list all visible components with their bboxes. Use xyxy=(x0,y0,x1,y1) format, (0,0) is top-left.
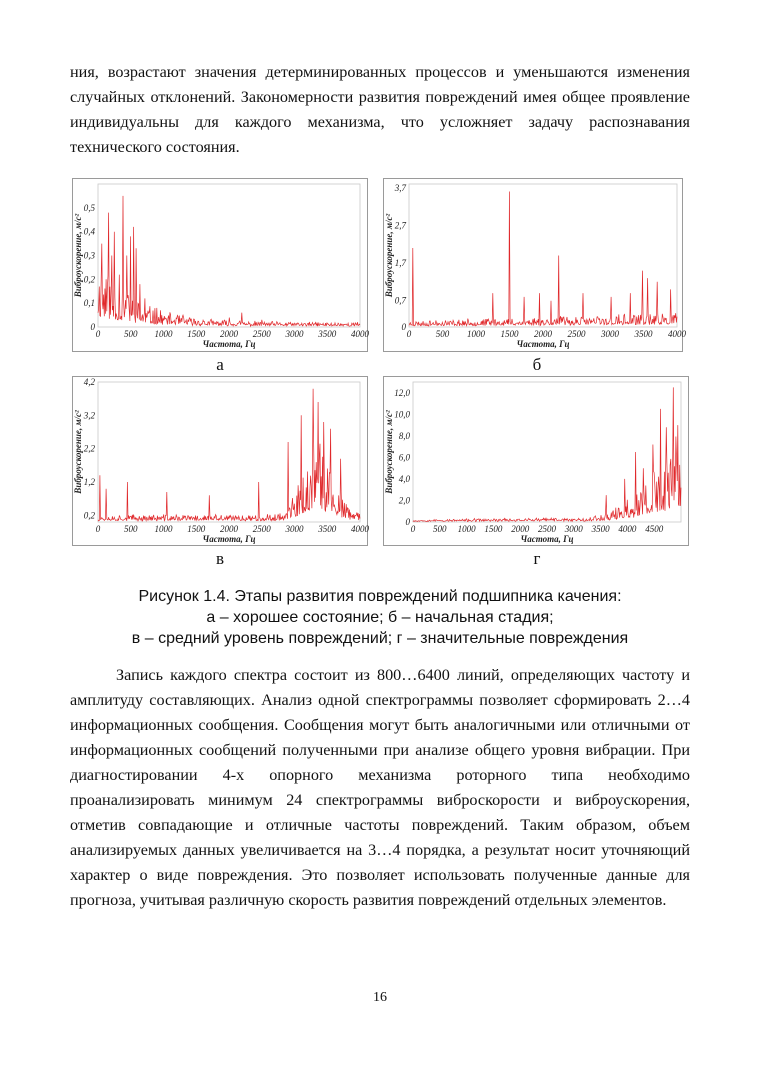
page-number: 16 xyxy=(373,990,387,1005)
x-tick-label: 2000 xyxy=(511,524,530,534)
y-tick-label: 1,2 xyxy=(83,477,95,487)
y-axis-label: Виброускорение, м/с² xyxy=(73,410,83,494)
x-tick-label: 3000 xyxy=(285,524,304,534)
x-tick-label: 0 xyxy=(410,524,416,534)
x-tick-label: 4000 xyxy=(668,329,686,339)
caption-line-3: в – средний уровень повреждений; г – значительные повреждения xyxy=(131,630,629,647)
y-tick-label: 0 xyxy=(405,517,410,527)
y-tick-label: 1,7 xyxy=(394,258,406,269)
x-tick-label: 0 xyxy=(95,329,101,339)
chart-a xyxy=(72,178,368,352)
x-tick-label: 2500 xyxy=(252,524,271,534)
y-tick-label: 4,0 xyxy=(398,473,410,484)
y-tick-label: 3,2 xyxy=(83,410,95,421)
figure-caption xyxy=(70,586,690,649)
panel-label-a: а xyxy=(216,355,224,374)
y-tick-label: 0,3 xyxy=(83,250,95,261)
panel-label-g: г xyxy=(533,549,541,568)
x-tick-label: 1500 xyxy=(187,524,206,534)
x-tick-label: 2000 xyxy=(534,329,552,339)
x-tick-label: 500 xyxy=(435,329,450,339)
chart-b xyxy=(383,178,686,352)
x-tick-label: 1000 xyxy=(457,524,476,534)
x-tick-label: 2500 xyxy=(567,329,586,339)
y-tick-label: 8,0 xyxy=(398,430,410,441)
plot-area xyxy=(98,184,360,327)
x-tick-label: 3000 xyxy=(285,329,304,339)
y-tick-label: 3,7 xyxy=(394,182,406,193)
y-tick-label: 0,1 xyxy=(83,298,95,309)
x-tick-label: 2500 xyxy=(252,329,271,339)
chart-v xyxy=(72,376,368,546)
y-tick-label: 0,5 xyxy=(83,202,95,213)
spectrum-chart-g xyxy=(383,376,689,546)
y-axis-label: Виброускорение, м/с² xyxy=(384,410,394,494)
y-tick-label: 6,0 xyxy=(398,452,410,463)
x-tick-label: 3000 xyxy=(564,524,583,534)
x-tick-label: 1000 xyxy=(154,329,173,339)
plot-area xyxy=(413,382,681,522)
x-axis-label: Частота, Гц xyxy=(516,339,570,349)
x-tick-label: 2000 xyxy=(220,524,238,534)
x-tick-label: 4000 xyxy=(618,524,637,534)
chart-g xyxy=(383,376,689,546)
x-tick-label: 0 xyxy=(406,329,412,339)
x-tick-label: 3500 xyxy=(591,524,610,534)
caption-line-2: а – хорошее состояние; б – начальная стадия; xyxy=(206,609,554,626)
y-tick-label: 0,2 xyxy=(83,510,95,521)
x-tick-label: 1500 xyxy=(484,524,503,534)
y-axis-label: Виброускорение, м/с² xyxy=(73,213,83,298)
x-tick-label: 3500 xyxy=(318,524,337,534)
x-tick-label: 2500 xyxy=(538,524,556,534)
y-tick-label: 0,4 xyxy=(83,226,95,237)
y-tick-label: 0,7 xyxy=(394,295,406,306)
spectrum-chart-v xyxy=(72,376,368,546)
x-axis-label: Частота, Гц xyxy=(202,534,256,544)
x-tick-label: 500 xyxy=(124,329,138,339)
y-tick-label: 2,2 xyxy=(83,443,95,454)
x-tick-label: 1500 xyxy=(500,329,519,339)
x-tick-label: 3500 xyxy=(634,329,653,339)
caption-line-1: Рисунок 1.4. Этапы развития повреждений подшипника качения: xyxy=(138,588,622,605)
y-tick-label: 0 xyxy=(90,322,95,332)
x-axis-label: Частота, Гц xyxy=(520,534,574,544)
x-tick-label: 1000 xyxy=(154,524,173,534)
y-tick-label: 2,7 xyxy=(394,220,406,231)
x-tick-label: 2000 xyxy=(220,329,238,339)
y-tick-label: 2,0 xyxy=(398,495,410,506)
bottom-paragraph: Запись каждого спектра состоит из 800…6400 линий, определяющих частоту и амплитуду составляющих. Анализ одной спектрограммы позволяет сформировать 2…4 информационных сообщения. Сообщения могут быть аналогичными или отличными от информационных сообщений полученными при анализе общего уровня вибрации. При диагностировании 4-х опорного механизма роторного типа необходимо проанализировать минимум 24 спектрограммы виброскорости и виброускорения, отметив совпадающие и отличные частоты повреждений. Таким образом, объем анализируемых данных увеличивается на 3…4 порядка, а результат носит уточняющий характер о виде повреждения. Это позволяет использовать полученные данные для прогноза, учитывая различную скорость развития повреждений отдельных элементов. xyxy=(70,666,690,909)
y-axis-label: Виброускорение, м/с² xyxy=(384,213,394,298)
y-tick-label: 12,0 xyxy=(394,387,410,398)
x-tick-label: 3500 xyxy=(318,329,337,339)
x-tick-label: 500 xyxy=(124,524,138,534)
x-tick-label: 0 xyxy=(95,524,101,534)
x-tick-label: 4500 xyxy=(645,524,664,534)
x-tick-label: 3000 xyxy=(601,329,619,339)
x-axis-label: Частота, Гц xyxy=(202,339,256,349)
y-tick-label: 0 xyxy=(401,322,406,332)
spectrum-chart-a xyxy=(72,178,368,352)
y-tick-label: 0,2 xyxy=(83,274,95,285)
spectrum-chart-b xyxy=(383,178,686,352)
panel-label-b: б xyxy=(532,355,542,374)
top-paragraph: ния, возрастают значения детерминированных процессов и уменьшаются изменения случайных отклонений. Закономерности развития повреждений имея общее проявление индивидуальны для каждого механизма, что усложняет задачу распознавания технического состояния. xyxy=(70,63,690,156)
x-tick-label: 4000 xyxy=(351,329,369,339)
x-tick-label: 4000 xyxy=(351,524,369,534)
y-tick-label: 10,0 xyxy=(394,409,410,420)
x-tick-label: 500 xyxy=(433,524,447,534)
panel-label-v: в xyxy=(215,549,225,568)
x-tick-label: 1500 xyxy=(187,329,206,339)
x-tick-label: 1000 xyxy=(467,329,485,339)
y-tick-label: 4,2 xyxy=(83,377,95,387)
plot-area xyxy=(409,184,677,327)
